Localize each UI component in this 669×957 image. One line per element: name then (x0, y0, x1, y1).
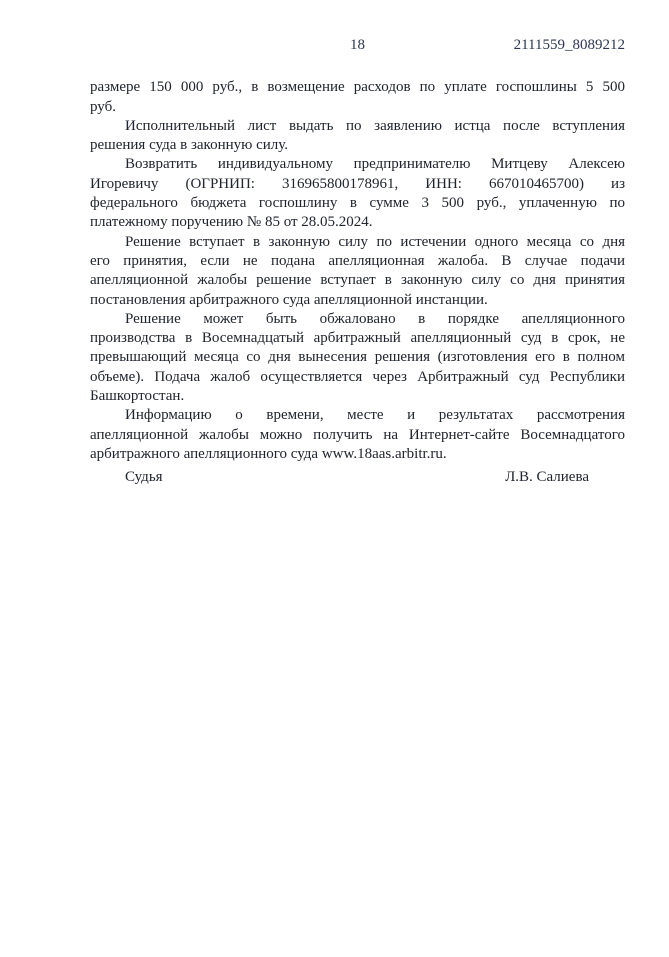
paragraph-line: постановления арбитражного суда апелляционной инстанции. (90, 291, 488, 308)
page-number: 18 (350, 37, 365, 53)
paragraph-line: руб. (90, 98, 116, 115)
paragraph-line: апелляционной жалобы можно получить на Интернет-сайте Восемнадцатого (90, 426, 625, 443)
paragraph-line: Возвратить индивидуальному предпринимателю Митцеву Алексею (125, 156, 625, 173)
paragraph-line: Информацию о времени, месте и результатах рассмотрения (125, 407, 625, 424)
paragraph-line: платежному поручению № 85 от 28.05.2024. (90, 214, 373, 231)
paragraph-line: производства в Восемнадцатый арбитражный апелляционный суд в срок, не (90, 330, 625, 347)
judge-name: Л.В. Салиева (505, 469, 589, 486)
paragraph-line: его принятия, если не подана апелляционная жалоба. В случае подачи (90, 252, 625, 269)
signature-row (90, 468, 625, 487)
judge-label: Судья (125, 469, 163, 486)
paragraph-line: Решение может быть обжаловано в порядке апелляционного (125, 310, 625, 327)
paragraph-line: Решение вступает в законную силу по истечении одного месяца со дня (125, 233, 625, 250)
paragraph-line: апелляционной жалобы решение вступает в законную силу со дня принятия (90, 272, 625, 289)
paragraph-line: Башкортостан. (90, 388, 185, 405)
paragraph-line: арбитражного апелляционного суда www.18aas.arbitr.ru. (90, 445, 447, 462)
document-id: 2111559_8089212 (513, 37, 625, 53)
paragraph-line: решения суда в законную силу. (90, 137, 288, 154)
text-block (90, 36, 625, 488)
paragraph-line: Исполнительный лист выдать по заявлению истца после вступления (125, 117, 625, 134)
document-body (90, 78, 625, 464)
paragraph-line: объеме). Подача жалоб осуществляется через Арбитражный суд Республики (90, 368, 625, 385)
paragraph-line: превышающий месяца со дня вынесения решения (изготовления его в полном (90, 349, 625, 366)
paragraph-line: федерального бюджета госпошлину в сумме 3 500 руб., уплаченную по (90, 195, 625, 212)
page-header (90, 36, 625, 55)
paragraph-line: Игоревичу (ОГРНИП: 316965800178961, ИНН: 667010465700) из (90, 175, 625, 192)
paragraph-line: размере 150 000 руб., в возмещение расходов по уплате госпошлины 5 500 (90, 79, 625, 96)
